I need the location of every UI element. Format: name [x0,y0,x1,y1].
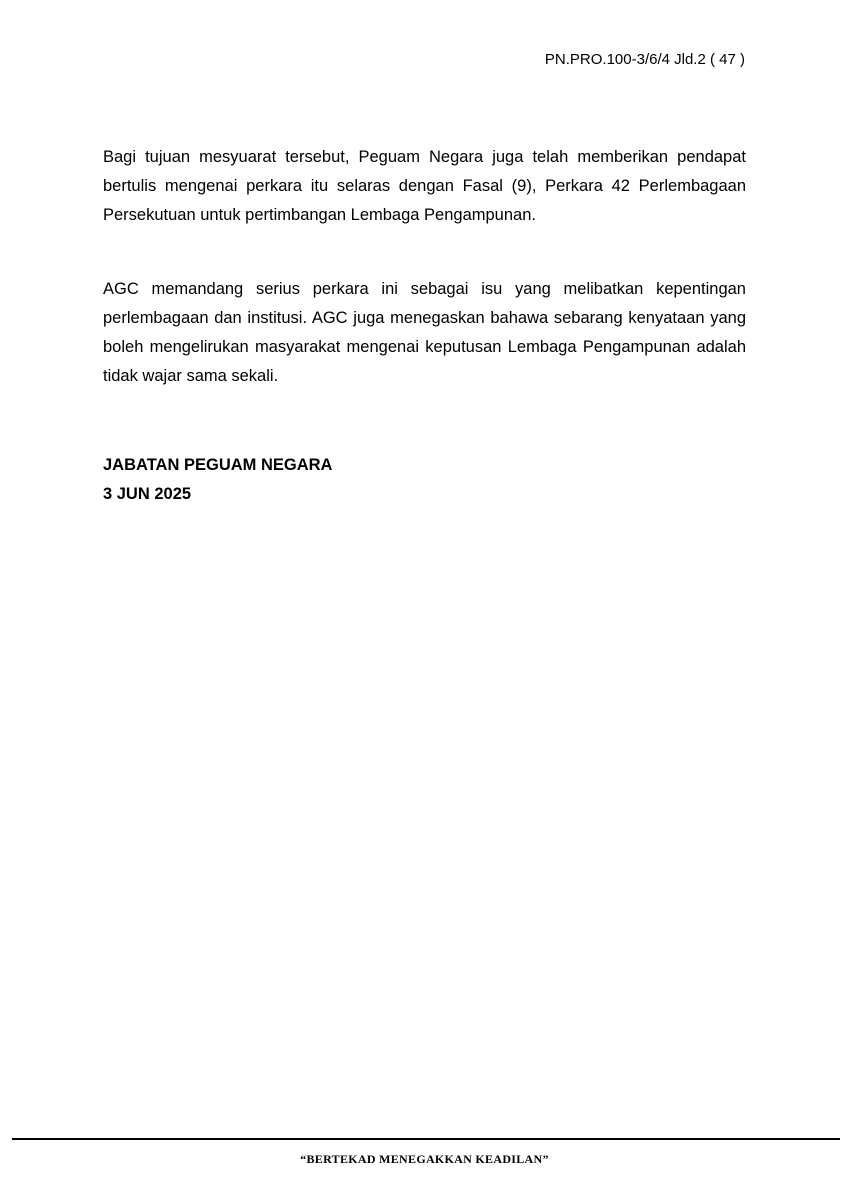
signoff-block [103,451,332,509]
signoff-organization: JABATAN PEGUAM NEGARA [103,456,333,474]
paragraph-legal-opinion: Bagi tujuan mesyuarat tersebut, Peguam Negara juga telah memberikan pendapat bertulis mengenai perkara itu selaras dengan Fasal (9), Perkara 42 Perlembagaan Persekutuan untuk pertimbangan Lembaga Pengampunan. [103,148,746,224]
signoff-date: 3 JUN 2025 [103,485,192,503]
footer-divider [12,1138,840,1140]
footer-motto: “BERTEKAD MENEGAKKAN KEADILAN” [300,1152,549,1166]
reference-number: PN.PRO.100-3/6/4 Jld.2 ( 47 ) [544,51,745,68]
paragraph-agc-statement: AGC memandang serius perkara ini sebagai isu yang melibatkan kepentingan perlembagaan dan institusi. AGC juga menegaskan bahawa sebarang kenyataan yang boleh mengelirukan masyarakat mengenai keputusan Lembaga Pengampunan adalah tidak wajar sama sekali. [103,280,746,385]
